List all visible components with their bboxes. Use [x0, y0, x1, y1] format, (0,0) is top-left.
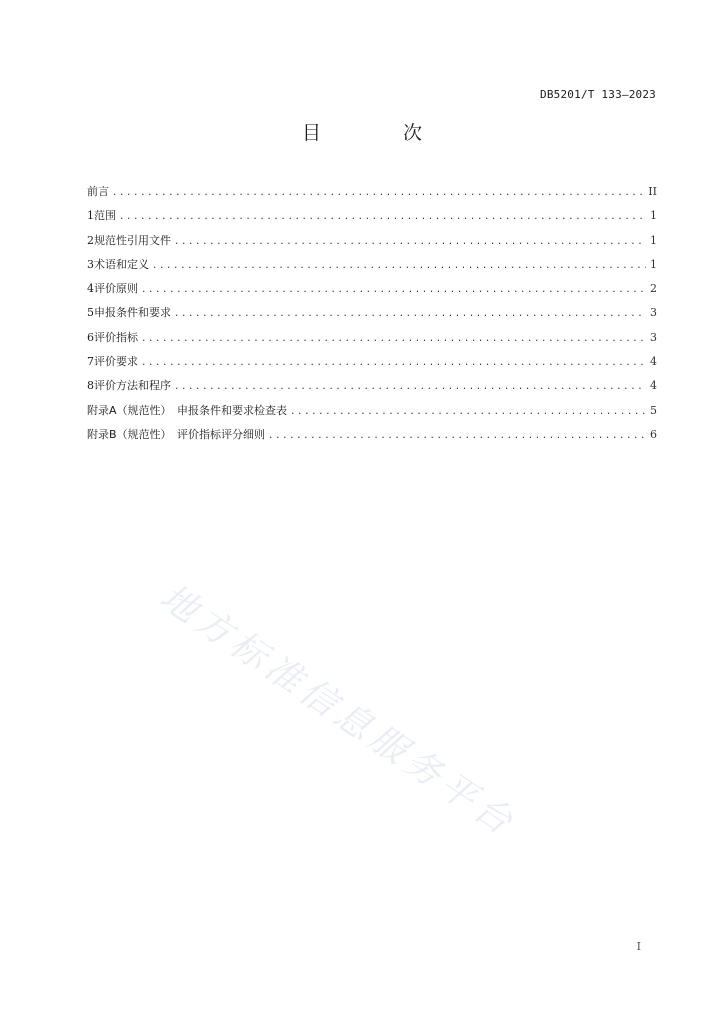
toc-title: 目 次: [301, 122, 461, 144]
toc-entry-number: 1: [87, 209, 94, 223]
toc-entry-page: 1: [650, 233, 657, 247]
toc-entry-evaluation-requirements[interactable]: [87, 350, 657, 374]
toc-entry-page: 1: [650, 209, 657, 223]
toc-entry-appendix-a[interactable]: [87, 399, 657, 423]
toc-entry-evaluation-methods[interactable]: [87, 374, 657, 398]
toc-leader-dots: [119, 205, 646, 229]
document-code: DB5201/T 133—2023: [540, 88, 656, 101]
toc-entry-terms-definitions[interactable]: [87, 253, 657, 277]
toc-leader-dots: [141, 278, 646, 302]
toc-entry-label: 附录A（规范性） 申报条件和要求检查表: [87, 403, 288, 417]
toc-entry-normative-references[interactable]: [87, 229, 657, 253]
toc-entry-label: 评价指标: [94, 330, 138, 344]
toc-entry-label: 术语和定义: [94, 257, 149, 271]
toc-entry-page: 1: [650, 257, 657, 271]
toc-entry-appendix-b[interactable]: [87, 423, 657, 447]
toc-leader-dots: [268, 424, 646, 448]
table-of-contents: [87, 180, 657, 447]
toc-leader-dots: [141, 327, 646, 351]
toc-leader-dots: [174, 230, 646, 254]
toc-entry-label: 范围: [94, 209, 116, 223]
toc-entry-number: 5: [87, 306, 94, 320]
toc-entry-label: 评价原则: [94, 282, 138, 296]
page-number: I: [636, 940, 641, 953]
toc-leader-dots: [141, 351, 646, 375]
toc-leader-dots: [152, 254, 646, 278]
toc-entry-number: 2: [87, 233, 94, 247]
toc-entry-evaluation-indicators[interactable]: [87, 326, 657, 350]
toc-entry-label: 评价方法和程序: [94, 379, 171, 393]
toc-entry-page: 6: [650, 427, 657, 441]
toc-leader-dots: [112, 181, 644, 205]
toc-entry-label: 前言: [87, 185, 109, 198]
toc-entry-page: 4: [650, 355, 657, 369]
toc-entry-label: 申报条件和要求: [94, 306, 171, 320]
toc-entry-page: 5: [650, 403, 657, 417]
toc-entry-page: 3: [650, 330, 657, 344]
toc-entry-evaluation-principles[interactable]: [87, 277, 657, 301]
toc-entry-number: 7: [87, 355, 94, 369]
watermark: 地方标准信息服务平台: [152, 576, 524, 846]
toc-entry-page: 3: [650, 306, 657, 320]
toc-entry-number: 3: [87, 257, 94, 271]
toc-entry-number: 4: [87, 282, 94, 296]
toc-entry-page: 4: [650, 379, 657, 393]
toc-entry-label: 规范性引用文件: [94, 233, 171, 247]
toc-entry-page: 2: [650, 282, 657, 296]
toc-leader-dots: [174, 302, 646, 326]
toc-entry-application-conditions[interactable]: [87, 301, 657, 325]
toc-leader-dots: [174, 375, 646, 399]
toc-entry-scope[interactable]: [87, 204, 657, 228]
toc-leader-dots: [290, 400, 646, 424]
toc-entry-number: 6: [87, 330, 94, 344]
toc-entry-foreword[interactable]: [87, 180, 657, 204]
toc-entry-page: II: [648, 185, 657, 198]
toc-entry-label: 评价要求: [94, 355, 138, 369]
toc-entry-number: 8: [87, 379, 94, 393]
toc-entry-label: 附录B（规范性） 评价指标评分细则: [87, 427, 266, 441]
